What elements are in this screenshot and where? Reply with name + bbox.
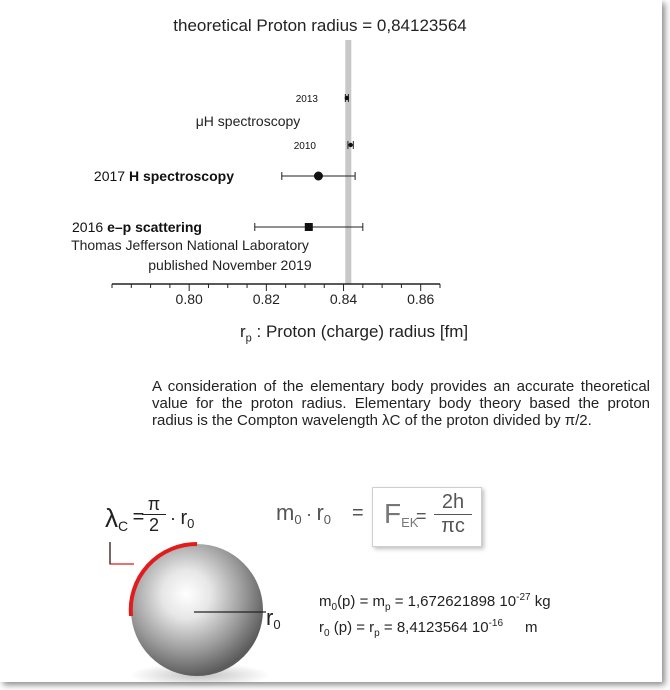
mass-exp: -27 bbox=[516, 592, 531, 603]
radius-value: = 8,4123564 10 bbox=[379, 619, 489, 636]
dot-operator: · bbox=[170, 508, 176, 528]
sphere-r-sub: 0 bbox=[273, 617, 281, 633]
mass-mid: (p) = m bbox=[337, 593, 385, 610]
fek-equals: = bbox=[416, 506, 427, 526]
point-label-year: 2017 bbox=[93, 168, 129, 184]
radius-unit: m bbox=[525, 619, 538, 636]
point-label-desc: H spectroscopy bbox=[128, 168, 234, 184]
annotation-jlab: Thomas Jefferson National Laboratory bbox=[71, 237, 309, 253]
point-label bbox=[94, 168, 234, 184]
m0-dot: · bbox=[306, 504, 313, 524]
mass-m: m bbox=[319, 593, 332, 610]
x-axis-symbol: r bbox=[240, 322, 246, 341]
reference-line bbox=[345, 40, 351, 284]
pi-over-two bbox=[142, 494, 166, 535]
twoh-numerator: 2h bbox=[441, 491, 465, 513]
radius-constant bbox=[319, 618, 538, 639]
mass-subp: p bbox=[385, 602, 391, 613]
r0-symbol-2: r bbox=[316, 500, 324, 525]
data-point-dot bbox=[348, 143, 352, 147]
pi-numerator: π bbox=[147, 494, 161, 514]
r0-symbol: r bbox=[180, 507, 188, 529]
tick-label: 0.82 bbox=[252, 291, 280, 307]
twoh-over-pic bbox=[434, 490, 472, 537]
m0-symbol: m bbox=[276, 500, 295, 525]
radius-r: r bbox=[319, 619, 324, 636]
sphere-r0-label bbox=[266, 605, 281, 632]
mass-constant bbox=[319, 592, 551, 613]
radius-subp: p bbox=[374, 628, 380, 639]
lambda-r0 bbox=[170, 507, 194, 531]
proton-sphere bbox=[100, 530, 320, 690]
r0-sub-2: 0 bbox=[323, 512, 332, 528]
lambda-sub: C bbox=[118, 518, 129, 535]
annotation-published: published November 2019 bbox=[148, 257, 312, 273]
tick-label: 0.84 bbox=[329, 291, 358, 307]
x-axis-symbol-sub: p bbox=[245, 332, 252, 345]
pic-denominator: πc bbox=[434, 514, 472, 537]
f-symbol: F bbox=[384, 498, 402, 529]
mass-unit: kg bbox=[530, 593, 551, 610]
lambda-symbol: λ bbox=[105, 503, 118, 533]
explanation-paragraph: A consideration of the elementary body provides an accurate theoretical value for the proton radius. Elementary body theory based the proton radius is the Compton wavelength λC of the proton divided by π/2. bbox=[152, 378, 650, 429]
proton-radius-chart bbox=[0, 0, 670, 320]
radius-exp: -16 bbox=[488, 618, 504, 629]
f-sub: EK bbox=[401, 515, 419, 531]
data-point-square bbox=[305, 223, 313, 231]
point-label-year: 2016 bbox=[72, 219, 108, 235]
radius-mid: (p) = r bbox=[329, 619, 375, 636]
red-bracket bbox=[110, 542, 134, 564]
data-point-circle bbox=[314, 172, 323, 181]
sphere-r-symbol: r bbox=[266, 605, 274, 630]
point-label: 2010 bbox=[293, 141, 316, 152]
point-label: 2013 bbox=[295, 94, 318, 105]
r0-sub: 0 bbox=[187, 516, 195, 532]
annotation-muh: μH spectroscopy bbox=[195, 113, 301, 129]
point-label-desc: e–p scattering bbox=[107, 219, 202, 235]
lambda-equals: = bbox=[132, 506, 145, 528]
data-point-dot bbox=[345, 96, 349, 100]
tick-label: 0.80 bbox=[175, 291, 203, 307]
radius-sub0: 0 bbox=[324, 628, 330, 639]
two-denominator: 2 bbox=[142, 514, 166, 535]
x-axis-text: : Proton (charge) radius [fm] bbox=[251, 322, 469, 341]
tick-label: 0.86 bbox=[407, 291, 435, 307]
equals-sign: = bbox=[352, 502, 364, 524]
fek-symbol-group bbox=[384, 498, 418, 530]
x-axis-label bbox=[240, 322, 468, 344]
chart-title: theoretical Proton radius = 0,84123564 bbox=[173, 16, 467, 35]
point-label bbox=[72, 219, 202, 235]
mass-value: = 1,672621898 10 bbox=[390, 593, 517, 610]
m0-r0-formula bbox=[276, 500, 331, 527]
m0-sub: 0 bbox=[294, 512, 302, 528]
mass-sub0: 0 bbox=[331, 602, 338, 613]
